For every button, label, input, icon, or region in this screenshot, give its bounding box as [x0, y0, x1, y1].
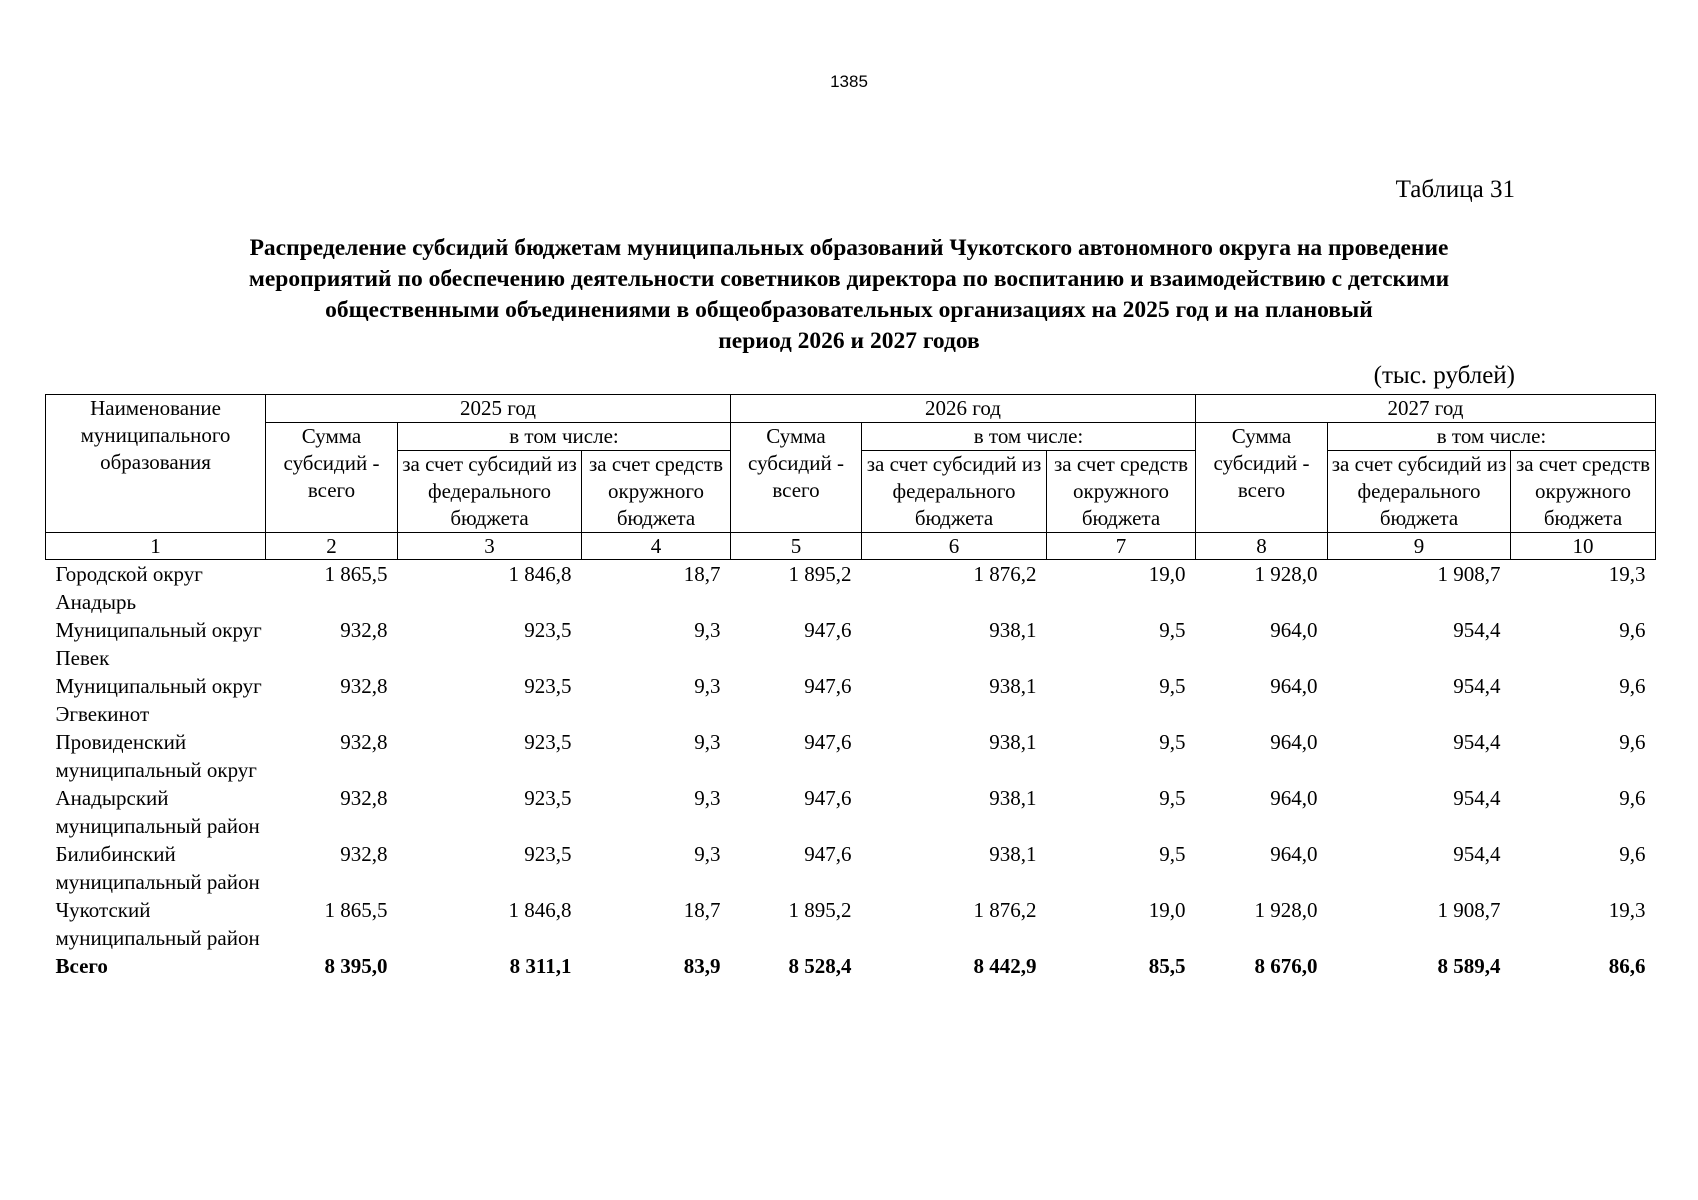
value-cell: 954,4: [1453, 842, 1501, 866]
header-federal-budget: за счет субсидий из федерального бюджета: [398, 451, 582, 533]
subsidies-table: [45, 394, 1656, 980]
total-value-cell: 8 442,9: [973, 954, 1037, 978]
table-row: [46, 840, 1656, 896]
value-cell: 932,8: [340, 842, 388, 866]
value-cell: 954,4: [1453, 618, 1501, 642]
value-cell: 1 876,2: [973, 898, 1037, 922]
units-label: (тыс. рублей): [1373, 362, 1515, 389]
value-cell: 18,7: [683, 898, 721, 922]
value-cell: 9,5: [1159, 786, 1186, 810]
total-value-cell: 86,6: [1608, 954, 1646, 978]
total-value-cell: 8 676,0: [1254, 954, 1318, 978]
column-number-row: [46, 533, 1656, 560]
value-cell: 9,3: [694, 786, 721, 810]
column-number: 10: [1511, 533, 1656, 560]
value-cell: 9,5: [1159, 674, 1186, 698]
value-cell: 1 928,0: [1254, 562, 1318, 586]
value-cell: 9,6: [1619, 842, 1646, 866]
value-cell: 9,3: [694, 842, 721, 866]
value-cell: 938,1: [989, 674, 1037, 698]
municipality-name: Анадырский муниципальный район: [55, 786, 260, 838]
value-cell: 19,3: [1608, 562, 1646, 586]
header-federal-budget: за счет субсидий из федерального бюджета: [862, 451, 1047, 533]
total-value-cell: 8 311,1: [509, 954, 572, 978]
total-value-cell: 83,9: [683, 954, 721, 978]
total-value-cell: 8 528,4: [788, 954, 852, 978]
value-cell: 9,6: [1619, 730, 1646, 754]
value-cell: 954,4: [1453, 674, 1501, 698]
value-cell: 947,6: [804, 842, 852, 866]
table-body: [46, 560, 1656, 981]
table-header: [46, 395, 1656, 560]
value-cell: 9,6: [1619, 618, 1646, 642]
header-federal-budget: за счет субсидий из федерального бюджета: [1328, 451, 1511, 533]
value-cell: 938,1: [989, 786, 1037, 810]
value-cell: 1 928,0: [1254, 898, 1318, 922]
value-cell: 1 908,7: [1437, 562, 1501, 586]
value-cell: 19,3: [1608, 898, 1646, 922]
document-title: [100, 233, 1598, 357]
value-cell: 964,0: [1270, 842, 1318, 866]
total-row: [46, 952, 1656, 980]
value-cell: 9,3: [694, 730, 721, 754]
value-cell: 1 846,8: [508, 562, 572, 586]
value-cell: 932,8: [340, 618, 388, 642]
header-year-2026: 2026 год: [731, 395, 1196, 423]
value-cell: 938,1: [989, 842, 1037, 866]
header-municipality: Наименование муниципального образования: [46, 395, 266, 533]
page-number: 1385: [830, 72, 868, 91]
value-cell: 923,5: [524, 674, 572, 698]
value-cell: 9,5: [1159, 842, 1186, 866]
value-cell: 938,1: [989, 618, 1037, 642]
value-cell: 1 846,8: [508, 898, 572, 922]
value-cell: 9,3: [694, 618, 721, 642]
value-cell: 947,6: [804, 618, 852, 642]
table-row: [46, 728, 1656, 784]
value-cell: 9,5: [1159, 618, 1186, 642]
value-cell: 1 895,2: [788, 562, 852, 586]
value-cell: 954,4: [1453, 786, 1501, 810]
header-including: в том числе:: [398, 423, 731, 451]
value-cell: 964,0: [1270, 674, 1318, 698]
value-cell: 964,0: [1270, 730, 1318, 754]
header-including: в том числе:: [1328, 423, 1656, 451]
value-cell: 923,5: [524, 730, 572, 754]
column-number: 4: [582, 533, 731, 560]
value-cell: 9,6: [1619, 674, 1646, 698]
value-cell: 19,0: [1148, 898, 1186, 922]
value-cell: 1 865,5: [324, 898, 388, 922]
value-cell: 1 895,2: [788, 898, 852, 922]
value-cell: 1 876,2: [973, 562, 1037, 586]
municipality-name: Провиденский муниципальный округ: [55, 730, 257, 782]
title-line: Распределение субсидий бюджетам муниципальных образований Чукотского автономного округа на проведение: [249, 235, 1449, 261]
header-total-subsidy: Сумма субсидий - всего: [731, 423, 862, 533]
value-cell: 932,8: [340, 786, 388, 810]
municipality-name: Чукотский муниципальный район: [55, 898, 260, 950]
column-number: 6: [862, 533, 1047, 560]
value-cell: 964,0: [1270, 618, 1318, 642]
table-row: [46, 672, 1656, 728]
value-cell: 947,6: [804, 786, 852, 810]
table-label: Таблица 31: [1395, 176, 1515, 203]
header-total-subsidy: Сумма субсидий - всего: [266, 423, 398, 533]
column-number: 9: [1328, 533, 1511, 560]
header-district-budget: за счет средств окружного бюджета: [582, 451, 731, 533]
table-row: [46, 896, 1656, 952]
value-cell: 923,5: [524, 842, 572, 866]
header-year-2027: 2027 год: [1196, 395, 1656, 423]
header-year-2025: 2025 год: [266, 395, 731, 423]
header-district-budget: за счет средств окружного бюджета: [1511, 451, 1656, 533]
header-including: в том числе:: [862, 423, 1196, 451]
municipality-name: Билибинский муниципальный район: [55, 842, 260, 894]
value-cell: 1 865,5: [324, 562, 388, 586]
title-line: период 2026 и 2027 годов: [718, 328, 980, 354]
column-number: 1: [46, 533, 266, 560]
value-cell: 9,6: [1619, 786, 1646, 810]
municipality-name: Муниципальный округ Певек: [55, 618, 262, 670]
table-row: [46, 616, 1656, 672]
municipality-name: Муниципальный округ Эгвекинот: [55, 674, 262, 726]
value-cell: 923,5: [524, 786, 572, 810]
total-value-cell: 8 589,4: [1437, 954, 1501, 978]
value-cell: 923,5: [524, 618, 572, 642]
column-number: 8: [1196, 533, 1328, 560]
title-line: мероприятий по обеспечению деятельности советников директора по воспитанию и взаимодействию с детскими: [248, 266, 1450, 292]
value-cell: 947,6: [804, 730, 852, 754]
value-cell: 932,8: [340, 674, 388, 698]
municipality-name: Городской округ Анадырь: [55, 562, 203, 614]
value-cell: 947,6: [804, 674, 852, 698]
value-cell: 938,1: [989, 730, 1037, 754]
value-cell: 9,3: [694, 674, 721, 698]
value-cell: 9,5: [1159, 730, 1186, 754]
column-number: 3: [398, 533, 582, 560]
column-number: 5: [731, 533, 862, 560]
total-label: Всего: [55, 954, 108, 978]
total-value-cell: 8 395,0: [324, 954, 388, 978]
title-line: общественными объединениями в общеобразовательных организациях на 2025 год и на плановый: [325, 297, 1373, 323]
column-number: 2: [266, 533, 398, 560]
table-row: [46, 560, 1656, 617]
value-cell: 954,4: [1453, 730, 1501, 754]
value-cell: 964,0: [1270, 786, 1318, 810]
value-cell: 18,7: [683, 562, 721, 586]
table-row: [46, 784, 1656, 840]
value-cell: 932,8: [340, 730, 388, 754]
total-value-cell: 85,5: [1148, 954, 1186, 978]
value-cell: 19,0: [1148, 562, 1186, 586]
header-total-subsidy: Сумма субсидий - всего: [1196, 423, 1328, 533]
column-number: 7: [1047, 533, 1196, 560]
value-cell: 1 908,7: [1437, 898, 1501, 922]
header-district-budget: за счет средств окружного бюджета: [1047, 451, 1196, 533]
